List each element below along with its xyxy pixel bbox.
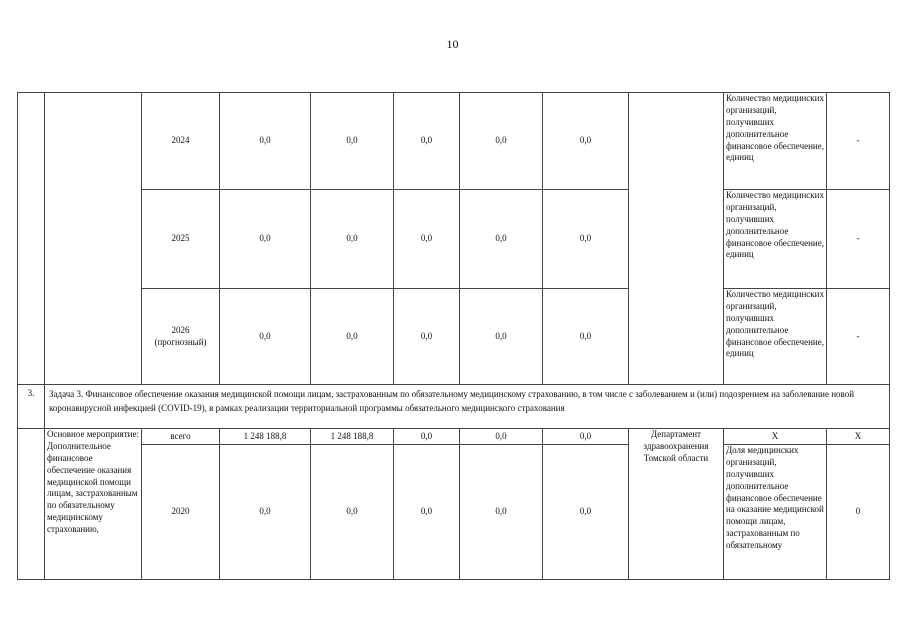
indicator-x: X xyxy=(724,429,827,445)
value-cell: 1 248 188,8 xyxy=(220,429,311,445)
value-cell: 0,0 xyxy=(220,445,311,580)
year-cell: 2025 xyxy=(142,190,220,289)
year-cell xyxy=(142,289,220,385)
value-cell: 0,0 xyxy=(460,93,543,190)
table-row xyxy=(18,429,890,445)
year-cell: 2024 xyxy=(142,93,220,190)
row-number-cell xyxy=(18,93,45,385)
year-sublabel: (прогнозный) xyxy=(154,336,207,347)
value-cell: 1 248 188,8 xyxy=(311,429,394,445)
indicator-value-cell: 0 xyxy=(827,445,890,580)
value-cell: 0,0 xyxy=(220,93,311,190)
value-cell: 0,0 xyxy=(394,289,460,385)
value-cell: 0,0 xyxy=(394,190,460,289)
value-cell: 0,0 xyxy=(460,429,543,445)
indicator-cell: Доля медицинских организаций, получивших дополнительное финансовое обеспечение на оказание медицинской помощи лицам, застрахованным по обязательному xyxy=(724,445,827,580)
table-row xyxy=(18,93,890,190)
indicator-value-cell: - xyxy=(827,190,890,289)
indicator-value-cell: - xyxy=(827,289,890,385)
value-cell: 0,0 xyxy=(460,289,543,385)
value-cell: 0,0 xyxy=(311,289,394,385)
page-number: 10 xyxy=(446,37,459,51)
table-row xyxy=(18,190,890,289)
executor-name: Департамент здравоохранения Томской области xyxy=(629,429,724,580)
program-table xyxy=(17,92,890,580)
value-cell: 0,0 xyxy=(543,190,629,289)
year-cell: 2020 xyxy=(142,445,220,580)
value-cell: 0,0 xyxy=(460,190,543,289)
table-row xyxy=(18,445,890,580)
indicator-cell: Количество медицинских организаций, получивших дополнительное финансовое обеспечение, единиц xyxy=(724,93,827,190)
value-cell: 0,0 xyxy=(394,93,460,190)
value-cell: 0,0 xyxy=(460,445,543,580)
value-cell: 0,0 xyxy=(220,289,311,385)
value-cell: 0,0 xyxy=(543,289,629,385)
value-cell: 0,0 xyxy=(394,429,460,445)
value-cell: 0,0 xyxy=(543,93,629,190)
value-cell: 0,0 xyxy=(543,429,629,445)
value-cell: 0,0 xyxy=(311,93,394,190)
task-number: 3. xyxy=(18,385,45,429)
indicator-value-x: X xyxy=(827,429,890,445)
indicator-cell: Количество медицинских организаций, получивших дополнительное финансовое обеспечение, единиц xyxy=(724,190,827,289)
value-cell: 0,0 xyxy=(311,190,394,289)
value-cell: 0,0 xyxy=(543,445,629,580)
task-text: Задача 3. Финансовое обеспечение оказания медицинской помощи лицам, застрахованным по обязательному медицинскому страхованию, в том числе с заболеванием и (или) подозрением на заболевание новой коронавирусной инфекцией (COVID-19), в рамках реализации территориальной программы обязательного медицинского страхования xyxy=(45,385,890,429)
value-cell: 0,0 xyxy=(394,445,460,580)
row-number-cell xyxy=(18,429,45,580)
indicator-cell: Количество медицинских организаций, получивших дополнительное финансовое обеспечение, единиц xyxy=(724,289,827,385)
value-cell: 0,0 xyxy=(220,190,311,289)
year-label: 2026 xyxy=(171,324,190,335)
event-name-cell xyxy=(45,93,142,385)
indicator-value-cell: - xyxy=(827,93,890,190)
task-row xyxy=(18,385,890,429)
main-event-name: Основное мероприятие: Дополнительное финансовое обеспечение оказания медицинской помощи лицам, застрахованным по обязательному медицинскому страхованию, xyxy=(45,429,142,580)
table-row xyxy=(18,289,890,385)
total-label: всего xyxy=(142,429,220,445)
value-cell: 0,0 xyxy=(311,445,394,580)
executor-cell xyxy=(629,93,724,385)
